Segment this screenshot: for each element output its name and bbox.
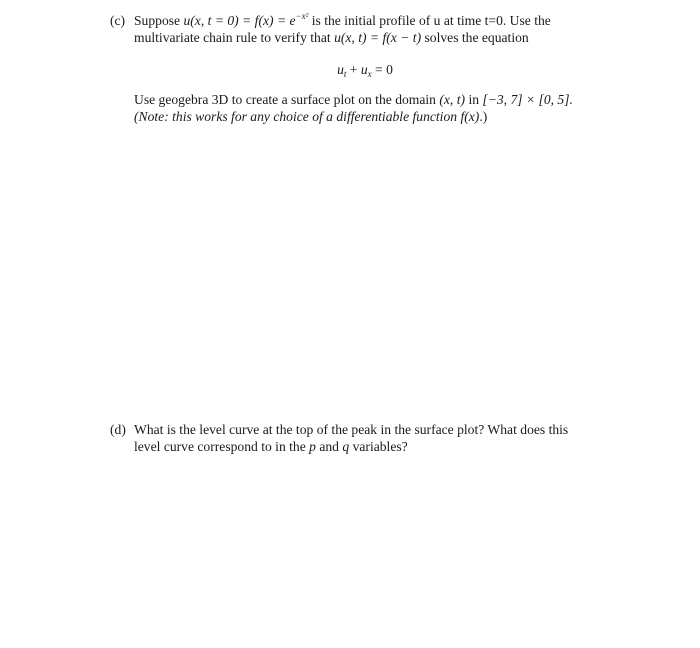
part-c-text: multivariate chain rule to verify that — [134, 30, 335, 45]
note-function: f(x) — [460, 109, 480, 124]
part-d-text: What is the level curve at the top of the peak in the surface plot? What does this — [134, 422, 569, 437]
part-d-text: and — [315, 439, 343, 454]
part-c-instructions — [134, 91, 620, 125]
part-d-text: level curve correspond to in the — [134, 439, 310, 454]
part-d-label: (d) — [110, 422, 126, 437]
instructions-text: in — [465, 92, 483, 107]
problem-part-d — [110, 421, 620, 455]
eq-equals-zero: = 0 — [371, 62, 393, 77]
instructions-note — [134, 108, 620, 125]
domain-variables: (x, t) — [439, 92, 466, 107]
part-c-text: solves the equation — [421, 30, 529, 45]
part-c-line-1 — [110, 12, 620, 29]
domain-interval: [−3, 7] × [0, 5]. — [482, 92, 573, 107]
exponent: −x² — [295, 11, 309, 21]
part-c-text: is the initial profile of u at time t=0. Use the — [308, 13, 551, 28]
instructions-text: Use geogebra 3D to create a surface plot on the domain — [134, 92, 440, 107]
part-c-line-2 — [110, 29, 620, 46]
variable-q: q — [342, 439, 350, 454]
part-c-text: Suppose — [134, 13, 184, 28]
note-text: .) — [479, 109, 488, 124]
part-c-label: (c) — [110, 13, 126, 28]
solution-formula: u(x, t) = f(x − t) — [334, 30, 422, 45]
problem-part-c — [110, 12, 620, 46]
note-text: (Note: this works for any choice of a differentiable function — [134, 109, 461, 124]
variable-p: p — [309, 439, 316, 454]
display-equation — [110, 62, 620, 78]
part-d-line-2 — [110, 438, 620, 455]
part-d-text: variables? — [349, 439, 408, 454]
initial-profile-formula: u(x, t = 0) = f(x) = e — [183, 13, 296, 28]
eq-subscript-t: t — [343, 69, 347, 79]
eq-plus: + — [346, 62, 361, 77]
eq-u: u — [360, 62, 368, 77]
instructions-line-1 — [134, 91, 620, 108]
part-d-line-1 — [110, 421, 620, 438]
eq-u: u — [337, 62, 344, 77]
eq-subscript-x: x — [367, 69, 372, 79]
